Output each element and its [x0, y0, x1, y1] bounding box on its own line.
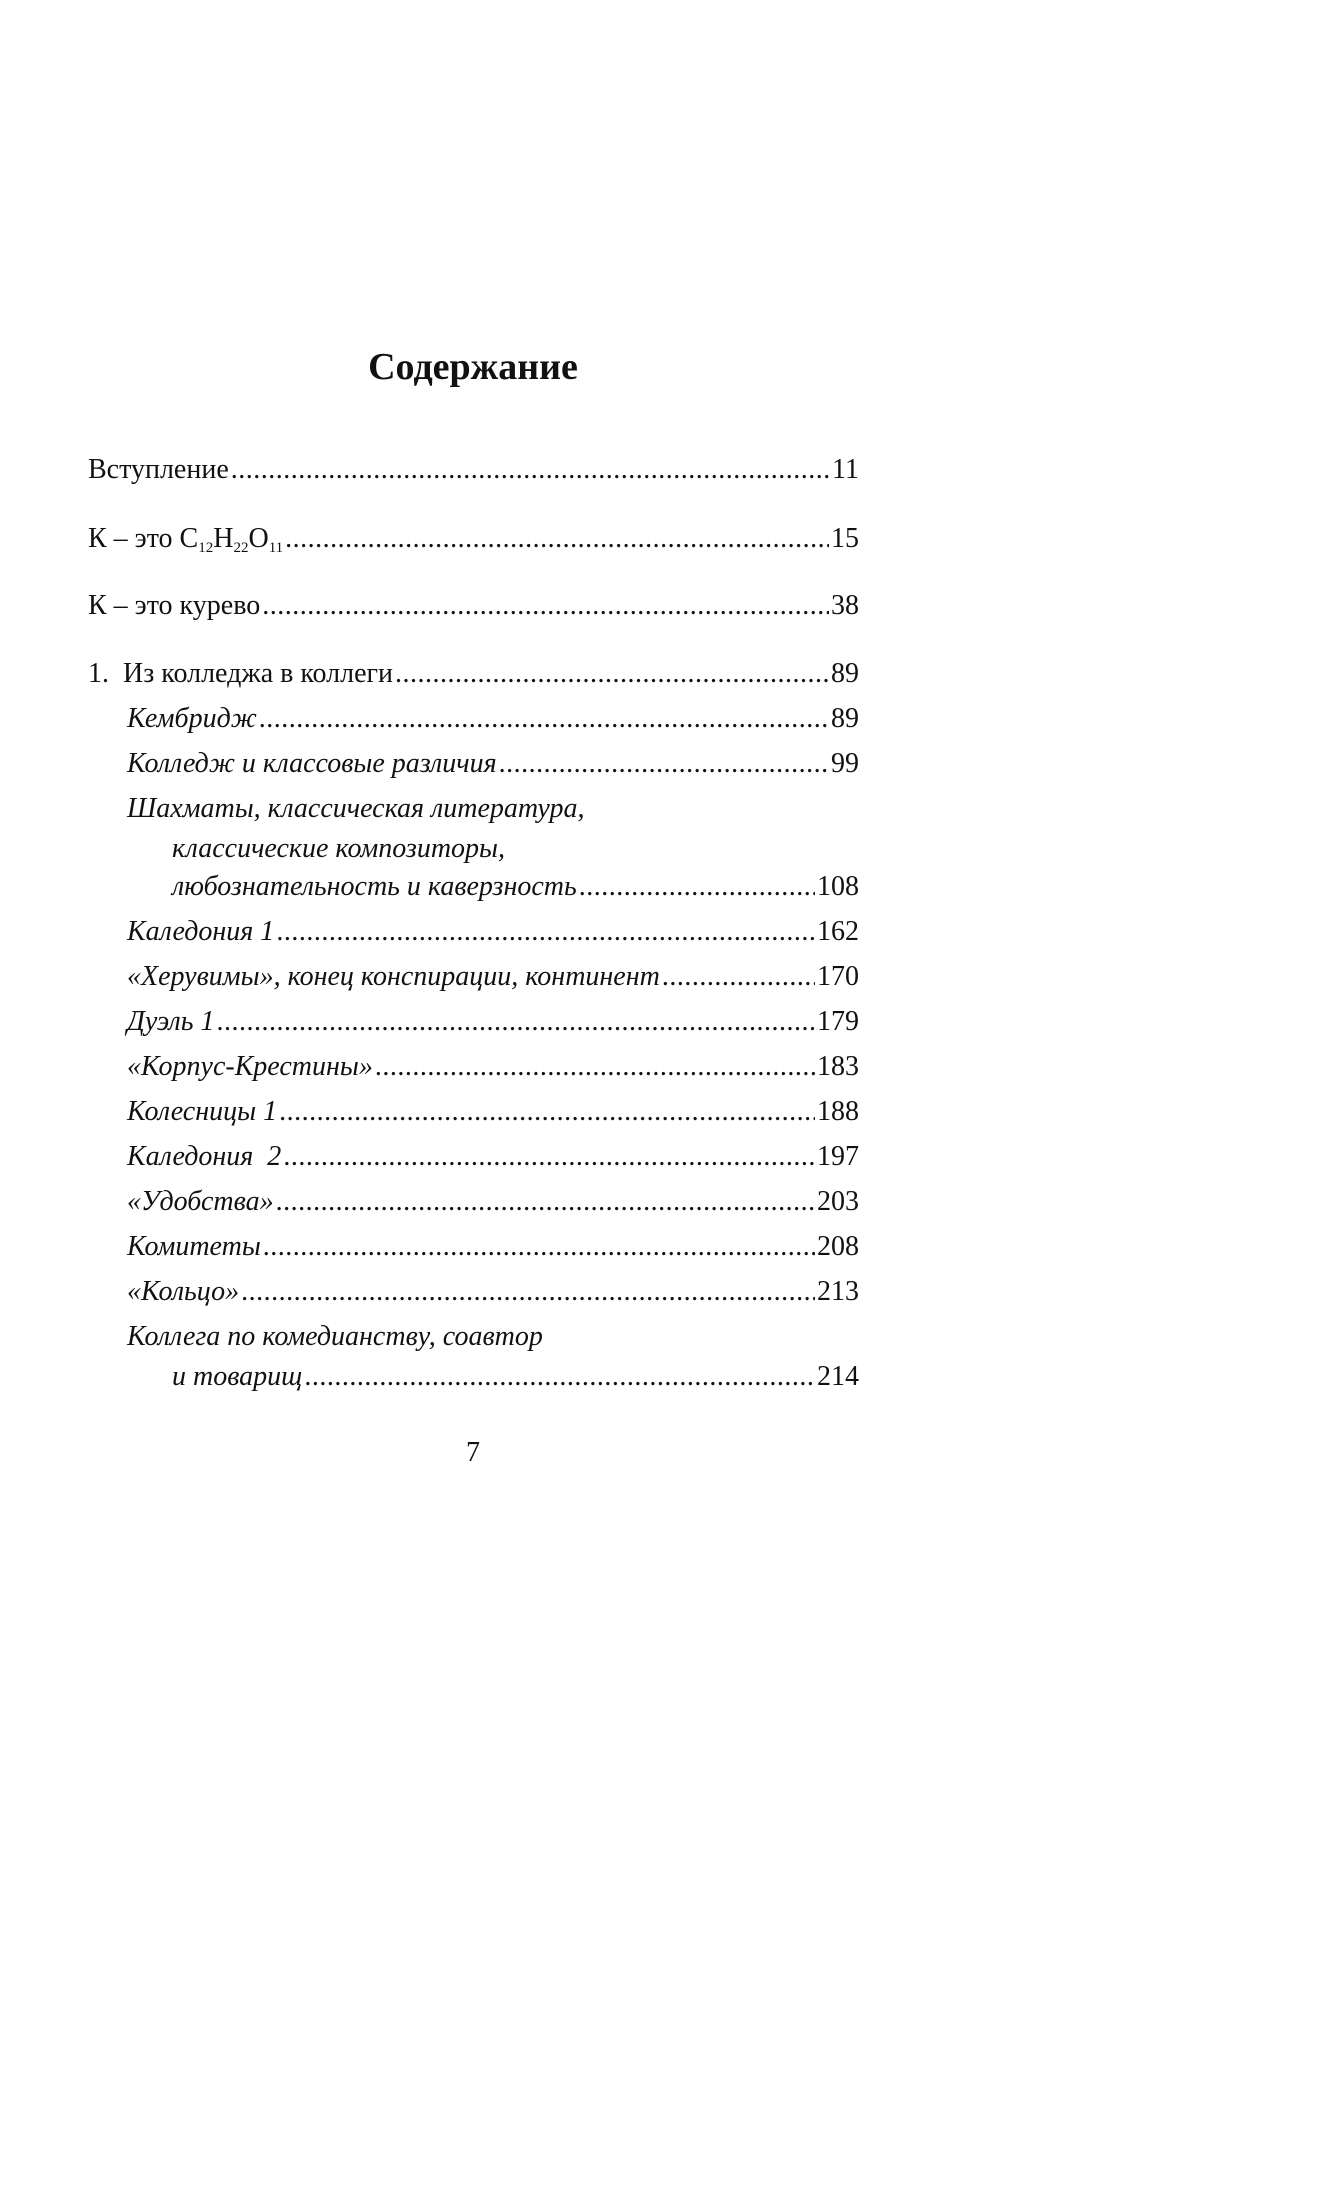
- dot-leader: [279, 1095, 815, 1129]
- toc-entry-label: К – это $С_{12}H_{22}O_{11}$: [88, 523, 284, 556]
- toc-subentry-label: Каледония 1: [127, 916, 275, 947]
- toc-subentry-page: 89: [831, 703, 859, 734]
- toc-entry-page: 15: [831, 523, 859, 554]
- toc-entry: [88, 453, 859, 487]
- chapter-number: 1.: [88, 658, 109, 689]
- dot-leader: [395, 657, 829, 691]
- dot-leader: [241, 1275, 815, 1309]
- toc-subentry: [127, 1275, 859, 1309]
- dot-leader: [259, 702, 829, 736]
- toc-entry-label: Вступление: [88, 454, 229, 485]
- dot-leader: [375, 1050, 815, 1084]
- toc-entry-label: Из колледжа в коллеги: [123, 658, 393, 689]
- toc-subentry-page: 203: [817, 1186, 859, 1217]
- toc-subentry-page: 214: [817, 1361, 859, 1392]
- dot-leader: [304, 1360, 815, 1394]
- toc-subentry-label: «Корпус-Крестины»: [127, 1051, 373, 1082]
- toc-subentry-label: и товарищ: [172, 1361, 303, 1392]
- toc-subentry-label: Дуэль 1: [127, 1006, 215, 1037]
- toc-subentry-label: «Херувимы», конец конспирации, континент: [127, 961, 660, 992]
- dot-leader: [499, 747, 829, 781]
- toc-subentry-page: 213: [817, 1276, 859, 1307]
- toc-subentry: [127, 1140, 859, 1174]
- dot-leader: [276, 1185, 815, 1219]
- toc-subentry: [127, 1005, 859, 1039]
- toc-subentry-label-line: классические композиторы,: [172, 833, 506, 864]
- dot-leader: [231, 453, 830, 487]
- toc-entry: [88, 522, 859, 556]
- toc-subentry: [127, 1095, 859, 1129]
- toc-subentry-page: 183: [817, 1051, 859, 1082]
- toc-subentry-label: «Кольцо»: [127, 1276, 240, 1307]
- toc-subentry: [127, 747, 859, 781]
- toc-subentry-label: Колесницы 1: [127, 1096, 278, 1127]
- toc-subentry: [172, 1360, 859, 1394]
- toc-subentry-label: Колледж и классовые различия: [127, 748, 497, 779]
- toc-subentry: [127, 1185, 859, 1219]
- dot-leader: [263, 1230, 815, 1264]
- toc-subentry: [127, 702, 859, 736]
- dot-leader: [579, 870, 815, 904]
- toc-subentry-page: 208: [817, 1231, 859, 1262]
- toc-entry: [88, 589, 859, 623]
- dot-leader: [276, 915, 815, 949]
- toc-subentry-page: 108: [817, 871, 859, 902]
- toc-subentry-label: любознательность и каверзность: [172, 871, 577, 902]
- toc-entry-page: 89: [831, 658, 859, 689]
- toc-subentry-label-line: Шахматы, классическая литература,: [127, 793, 585, 824]
- toc-entry-label: К – это курево: [88, 590, 261, 621]
- dot-leader: [262, 589, 829, 623]
- toc-subentry: [127, 960, 859, 994]
- toc-subentry-page: 188: [817, 1096, 859, 1127]
- dot-leader: [285, 522, 829, 556]
- toc-subentry-label: Комитеты: [127, 1231, 261, 1262]
- toc-subentry: [127, 1050, 859, 1084]
- toc-chapter: [88, 657, 859, 691]
- toc-subentry-page: 179: [817, 1006, 859, 1037]
- dot-leader: [283, 1140, 815, 1174]
- toc-subentry: [127, 1230, 859, 1264]
- toc-subentry-label: Кембридж: [127, 703, 257, 734]
- toc-subentry: [127, 915, 859, 949]
- toc-subentry-label: Каледония 2: [127, 1141, 282, 1172]
- toc-subentry-page: 170: [817, 961, 859, 992]
- toc-subentry-page: 197: [817, 1141, 859, 1172]
- toc-subentry-page: 162: [817, 916, 859, 947]
- toc-subentry-label: «Удобства»: [127, 1186, 274, 1217]
- toc-entry-page: 11: [832, 454, 859, 485]
- toc-subentry-page: 99: [831, 748, 859, 779]
- toc-entry-page: 38: [831, 590, 859, 621]
- dot-leader: [216, 1005, 815, 1039]
- page-number: 7: [466, 1437, 480, 1468]
- toc-subentry-label-line: Коллега по комедианству, соавтор: [127, 1321, 543, 1352]
- page-title: Содержание: [368, 346, 578, 388]
- toc-subentry: [172, 870, 859, 904]
- dot-leader: [662, 960, 815, 994]
